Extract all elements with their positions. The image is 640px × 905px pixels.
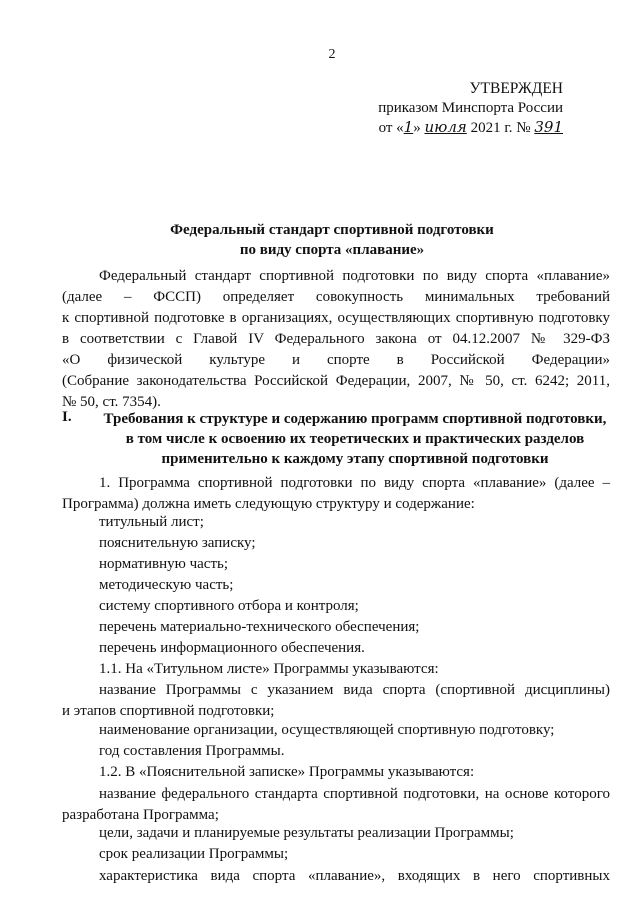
item-1-1-b: наименование организации, осуществляющей спортивную подготовку; (99, 722, 555, 738)
intro-line: (Собрание законодательства Российской Федерации, 2007, № 50, ст. 6242; 2011, (62, 373, 610, 389)
date-year: 2021 г. № (470, 120, 531, 136)
date-month: июля (424, 118, 467, 136)
intro-paragraph (62, 266, 610, 413)
item-1-2-d (62, 866, 610, 887)
approval-issuer: приказом Минспорта России (378, 100, 563, 116)
item-1-1-a (62, 680, 610, 722)
intro-line: к спортивной подготовке в организациях, осуществляющих спортивную подготовку (62, 310, 610, 326)
item-1-2-heading: 1.2. В «Пояснительной записке» Программы указываются: (99, 764, 475, 780)
item-1-1-a-line: и этапов спортивной подготовки; (62, 703, 275, 719)
section-number: I. (62, 409, 72, 425)
item-1-2-a-line: разработана Программа; (62, 807, 219, 823)
item-1-1-c: год составления Программы. (99, 743, 285, 759)
item-1-2-b: цели, задачи и планируемые результаты реализации Программы; (99, 825, 514, 841)
intro-line: в соответствии с Главой IV Федерального закона от 04.12.2007 № 329-ФЗ (62, 331, 610, 347)
approval-date-line (379, 118, 563, 139)
document-title-line-2: по виду спорта «плавание» (239, 242, 425, 258)
approval-title: УТВЕРЖДЕН (469, 80, 563, 97)
item-1-1-a-line: название Программы с указанием вида спорта (спортивной дисциплины) (99, 682, 610, 698)
date-prefix: от « (378, 120, 404, 136)
intro-line: «О физической культуре и спорте в Российской Федерации» (62, 352, 610, 368)
item-1-2-a (62, 784, 610, 826)
section-title-line: применительно к каждому этапу спортивной подготовки (161, 451, 549, 467)
item-1-line: 1. Программа спортивной подготовки по виду спорта «плавание» (далее – (99, 475, 610, 491)
structure-item: титульный лист; (99, 514, 204, 530)
structure-item: перечень информационного обеспечения. (99, 640, 365, 656)
page-number: 2 (328, 47, 336, 62)
item-1-2-a-line: название федерального стандарта спортивной подготовки, на основе которого (99, 786, 610, 802)
document-title-line-1: Федеральный стандарт спортивной подготовки (170, 222, 494, 238)
intro-line: (далее – ФССП) определяет совокупность минимальных требований (62, 289, 610, 305)
date-day: 1 (403, 118, 414, 136)
item-1-2-d-line: характеристика вида спорта «плавание», входящих в него спортивных (99, 868, 610, 884)
structure-item: пояснительную записку; (99, 535, 256, 551)
item-1-paragraph (62, 473, 610, 515)
section-title-line: в том числе к освоению их теоретических и практических разделов (125, 431, 585, 447)
date-mid: » (413, 120, 421, 136)
section-title-line: Требования к структуре и содержанию программ спортивной подготовки, (103, 411, 607, 427)
structure-item: методическую часть; (99, 577, 234, 593)
structure-item: перечень материально-технического обеспечения; (99, 619, 420, 635)
order-number: 391 (534, 118, 563, 136)
item-1-line: Программа) должна иметь следующую структуру и содержание: (62, 496, 475, 512)
structure-item: нормативную часть; (99, 556, 229, 572)
intro-line: Федеральный стандарт спортивной подготовки по виду спорта «плавание» (99, 268, 610, 284)
structure-item: систему спортивного отбора и контроля; (99, 598, 359, 614)
item-1-1-heading: 1.1. На «Титульном листе» Программы указываются: (99, 661, 439, 677)
intro-line: № 50, ст. 7354). (62, 394, 161, 410)
item-1-2-c: срок реализации Программы; (99, 846, 289, 862)
